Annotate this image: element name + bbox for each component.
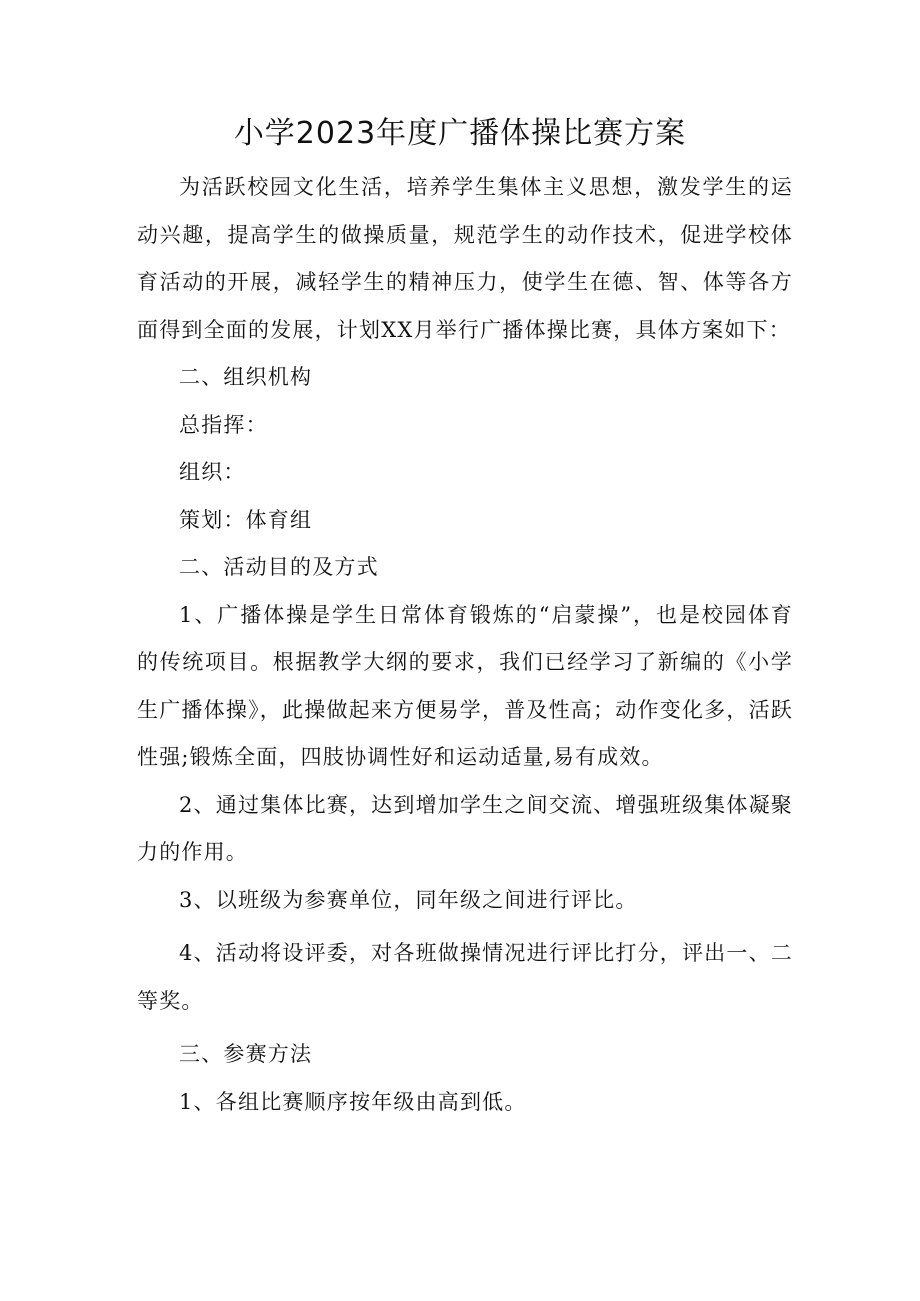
purpose-item-3: 3、以班级为参赛单位，同年级之间进行评比。 <box>179 887 638 912</box>
organizer-line: 组织： <box>179 460 246 484</box>
planner-line: 策划：体育组 <box>179 507 313 532</box>
purpose-item-2: 2、通过集体比赛，达到增加学生之间交流、增强班级集体凝聚力的作用。 <box>137 792 793 864</box>
intro-paragraph: 为活跃校园文化生活，培养学生集体主义思想，激发学生的运动兴趣，提高学生的做操质量，规范学生的动作技术，促进学校体育活动的开展，减轻学生的精神压力，使学生在德、智、体等各方面得到全面的发展，计划XX月举行广播体操比赛，具体方案如下： <box>137 175 793 342</box>
section-heading-organization: 二、组织机构 <box>179 365 313 389</box>
document-body <box>137 164 793 1126</box>
section-heading-purpose: 二、活动目的及方式 <box>179 555 379 579</box>
commander-line: 总指挥： <box>179 412 268 437</box>
document-title: 小学2023年度广播体操比赛方案 <box>233 116 687 151</box>
purpose-item-4: 4、活动将设评委，对各班做操情况进行评比打分，评出一、二等奖。 <box>137 941 793 1013</box>
purpose-item-1: 1、广播体操是学生日常体育锻炼的“启蒙操”，也是校园体育的传统项目。根据教学大纲的要求，我们已经学习了新编的《小学生广播体操》，此操做起来方便易学，普及性高；动作变化多，活跃性强;锻炼全面，四肢协调性好和运动适量,易有成效。 <box>137 602 793 769</box>
section-heading-method: 三、参赛方法 <box>179 1042 313 1066</box>
method-item-1: 1、各组比赛顺序按年级由高到低。 <box>179 1089 527 1114</box>
